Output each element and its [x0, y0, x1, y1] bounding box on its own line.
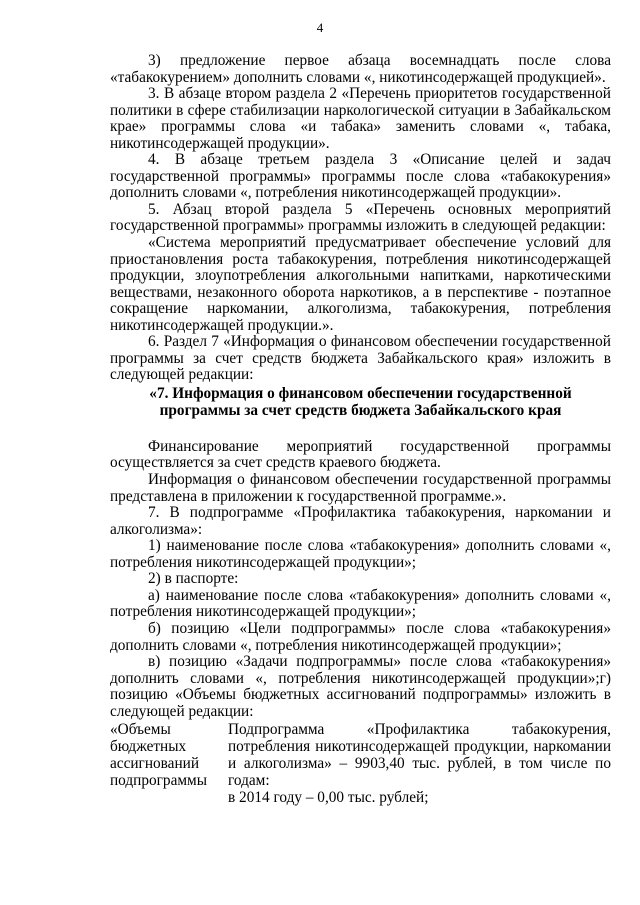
- paragraph-subitem-a: а) наименование после слова «табакокурения» дополнить словами «, потребления никотинсодержащей продукции»;: [110, 586, 611, 621]
- paragraph-item-3: 3) предложение первое абзаца восемнадцать после слова «табакокурением» дополнить словами «, никотинсодержащей продукцией».: [110, 52, 611, 86]
- passport-table: [110, 721, 611, 806]
- section-heading: «7. Информация о финансовом обеспечении государственной программы за счет средств бюджета Забайкальского края: [149, 384, 572, 419]
- paragraph-subitem-1: 1) наименование после слова «табакокурения» дополнить словами «, потребления никотинсодержащей продукции»;: [110, 537, 611, 571]
- paragraph-system-measures: «Система мероприятий предусматривает обеспечение условий для приостановления роста табакокурения, потребления никотинсодержащей продукции, злоупотребления алкогольными напитками, наркотическими веществами, незаконного оборота наркотиков, а в перспективе - поэтапное сокращение наркомании, алкоголизма, табакокурения, потребления никотинсодержащей продукции.».: [110, 234, 611, 334]
- paragraph-financing: Финансирование мероприятий государственной программы осуществляется за счет средств краевого бюджета.: [110, 437, 611, 472]
- passport-label: «Объемы бюджетных ассигнований подпрограммы: [110, 721, 208, 790]
- paragraph-amendment-3: 3. В абзаце втором раздела 2 «Перечень приоритетов государственной политики в сфере стабилизации наркологической ситуации в Забайкальском крае» программы слова «и табака» заменить словами «, табака, никотинсодержащей продукции».: [110, 85, 611, 152]
- paragraph-subitem-v-g: в) позицию «Задачи подпрограммы» после слова «табакокурения» дополнить словами «, потребления никотинсодержащей продукции»;г) позицию «Объемы бюджетных ассигнований подпрограммы» изложить в следующей редакции:: [110, 653, 611, 720]
- page-number: 4: [316, 20, 324, 35]
- table-row: [110, 721, 611, 806]
- paragraph-amendment-6: 6. Раздел 7 «Информация о финансовом обеспечении государственной программы за счет средств бюджета Забайкальского края» изложить в следующей редакции:: [110, 333, 611, 384]
- paragraph-amendment-4: 4. В абзаце третьем раздела 3 «Описание целей и задач государственной программы» программы после слова «табакокурения» дополнить словами «, потребления никотинсодержащей продукции».: [110, 151, 611, 202]
- paragraph-subitem-2: 2) в паспорте:: [148, 570, 239, 588]
- passport-value: [228, 721, 611, 806]
- paragraph-financing-info: Информация о финансовом обеспечении государственной программы представлена в приложении к государственной программе.».: [110, 471, 611, 505]
- paragraph-amendment-7: 7. В подпрограмме «Профилактика табакокурения, наркомании и алкоголизма»:: [110, 504, 611, 538]
- document-body: [110, 53, 611, 806]
- passport-value-text: Подпрограмма «Профилактика табакокурения, потребления никотинсодержащей продукции, наркомании и алкоголизма» – 9903,40 тыс. рублей, в том числе по годам:: [228, 721, 611, 790]
- paragraph-subitem-b: б) позицию «Цели подпрограммы» после слова «табакокурения» дополнить словами «, потребления никотинсодержащей продукции»;: [110, 619, 611, 654]
- passport-year-line: в 2014 году – 0,00 тыс. рублей;: [228, 789, 429, 807]
- paragraph-amendment-5: 5. Абзац второй раздела 5 «Перечень основных мероприятий государственной программы» программы изложить в следующей редакции:: [110, 200, 611, 235]
